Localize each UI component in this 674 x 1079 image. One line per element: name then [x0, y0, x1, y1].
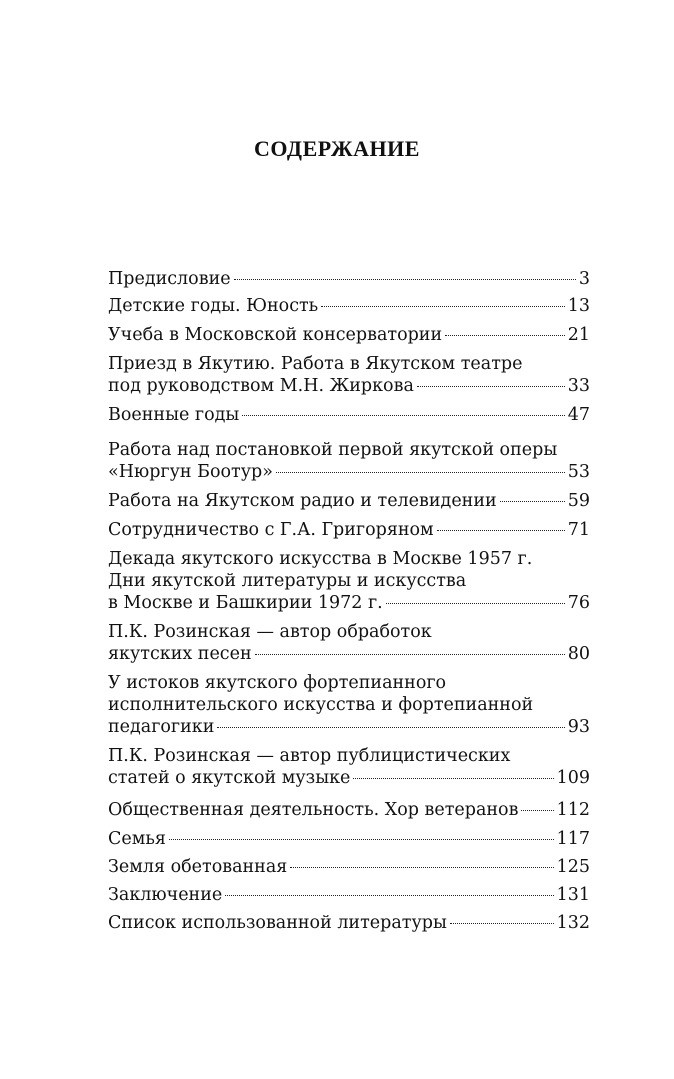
toc-page-number: 132: [556, 913, 590, 933]
toc-entry-row: [108, 912, 590, 934]
dot-leader: [242, 415, 564, 416]
dot-leader: [445, 335, 565, 336]
toc-entry: [108, 490, 590, 512]
dot-leader: [290, 867, 553, 868]
toc-entry: [108, 519, 590, 541]
toc-entry-row: [108, 716, 590, 738]
toc-entry-line: П.К. Розинская — автор обработок: [108, 622, 432, 642]
dot-leader: [353, 778, 553, 779]
toc-page-number: 117: [556, 829, 590, 849]
toc-page-number: 80: [567, 644, 590, 664]
toc-entry-line: П.К. Розинская — автор публицистических: [108, 746, 511, 766]
toc-entry: [108, 745, 590, 789]
toc-entry-title: под руководством М.Н. Жиркова: [108, 376, 414, 396]
toc-entry-title: Сотрудничество с Г.А. Григоряном: [108, 520, 434, 540]
dot-leader: [500, 501, 565, 502]
toc-entry: [108, 353, 590, 397]
dot-leader: [417, 386, 565, 387]
dot-leader: [255, 654, 565, 655]
toc-entry-title: Земля обетованная: [108, 857, 288, 877]
toc-page-number: 131: [556, 885, 590, 905]
toc-page-number: 53: [567, 462, 590, 482]
dot-leader: [225, 895, 553, 896]
toc-page-number: 76: [567, 593, 590, 613]
toc-entry: [108, 912, 590, 934]
dot-leader: [450, 923, 554, 924]
toc-entry-title: Предисловие: [108, 269, 231, 289]
toc-page-number: 59: [567, 491, 590, 511]
toc-entry-title: якутских песен: [108, 644, 252, 664]
toc-entry-row: [108, 490, 590, 512]
toc-entry-line: Декада якутского искусства в Москве 1957 г.: [108, 549, 533, 569]
toc-entry-title: педагогики: [108, 717, 215, 737]
toc-entry-line: Работа над постановкой первой якутской оперы: [108, 440, 558, 460]
toc-entry: [108, 884, 590, 906]
toc-entry-line: Приезд в Якутию. Работа в Якутском театре: [108, 354, 523, 374]
dot-leader: [521, 810, 553, 811]
toc-entry: [108, 404, 590, 426]
toc-entry: [108, 295, 590, 317]
toc-entry-row: [108, 643, 590, 665]
toc-entry-title: в Москве и Башкирии 1972 г.: [108, 593, 383, 613]
toc-entry: [108, 324, 590, 346]
toc-entry: [108, 672, 590, 738]
toc-page-number: 93: [567, 717, 590, 737]
toc-entry-title: Список использованной литературы: [108, 913, 447, 933]
toc-entry-title: Работа на Якутском радио и телевидении: [108, 491, 497, 511]
toc-entry: [108, 548, 590, 614]
toc-entry: [108, 621, 590, 665]
toc-page-number: 71: [567, 520, 590, 540]
toc-entry-row: [108, 404, 590, 426]
toc-page-number: 125: [556, 857, 590, 877]
page-title: СОДЕРЖАНИЕ: [254, 136, 420, 161]
toc-page-number: 33: [567, 376, 590, 396]
toc-page-number: 112: [556, 800, 590, 820]
dot-leader: [276, 472, 565, 473]
toc-entry-row: [108, 767, 590, 789]
toc-entry-line: исполнительского искусства и фортепианной: [108, 695, 534, 715]
toc-entry-title: Семья: [108, 829, 166, 849]
toc-entry: [108, 799, 590, 821]
toc-entry-row: [108, 828, 590, 850]
toc-entry-row: [108, 519, 590, 541]
toc-entry-row: [108, 375, 590, 397]
dot-leader: [234, 279, 576, 280]
dot-leader: [321, 306, 565, 307]
toc-entry-title: Детские годы. Юность: [108, 296, 319, 316]
toc-entry: [108, 828, 590, 850]
toc-page-number: 47: [567, 405, 590, 425]
dot-leader: [169, 839, 554, 840]
toc-page-number: 21: [567, 325, 590, 345]
dot-leader: [386, 603, 565, 604]
toc-entry-row: [108, 324, 590, 346]
toc-entry-title: Военные годы: [108, 405, 240, 425]
toc-entry-line: У истоков якутского фортепианного: [108, 673, 447, 693]
toc-entry-title: Заключение: [108, 885, 223, 905]
toc-page-number: 109: [556, 768, 590, 788]
toc-entry-title: Учеба в Московской консерватории: [108, 325, 443, 345]
toc-page-number: 3: [578, 269, 590, 289]
dot-leader: [217, 727, 564, 728]
table-of-contents: [108, 268, 590, 934]
toc-page-number: 13: [567, 296, 590, 316]
toc-entry-title: статей о якутской музыке: [108, 768, 351, 788]
toc-entry: [108, 439, 590, 483]
toc-entry-row: [108, 884, 590, 906]
toc-entry-row: [108, 856, 590, 878]
toc-entry-row: [108, 268, 590, 290]
toc-entry-row: [108, 592, 590, 614]
dot-leader: [437, 530, 565, 531]
toc-entry: [108, 268, 590, 290]
toc-entry-title: Общественная деятельность. Хор ветеранов: [108, 800, 519, 820]
toc-entry-row: [108, 461, 590, 483]
toc-entry-title: «Нюргун Боотур»: [108, 462, 273, 482]
toc-entry-line: Дни якутской литературы и искусства: [108, 571, 467, 591]
toc-entry: [108, 856, 590, 878]
toc-entry-row: [108, 799, 590, 821]
toc-entry-row: [108, 295, 590, 317]
